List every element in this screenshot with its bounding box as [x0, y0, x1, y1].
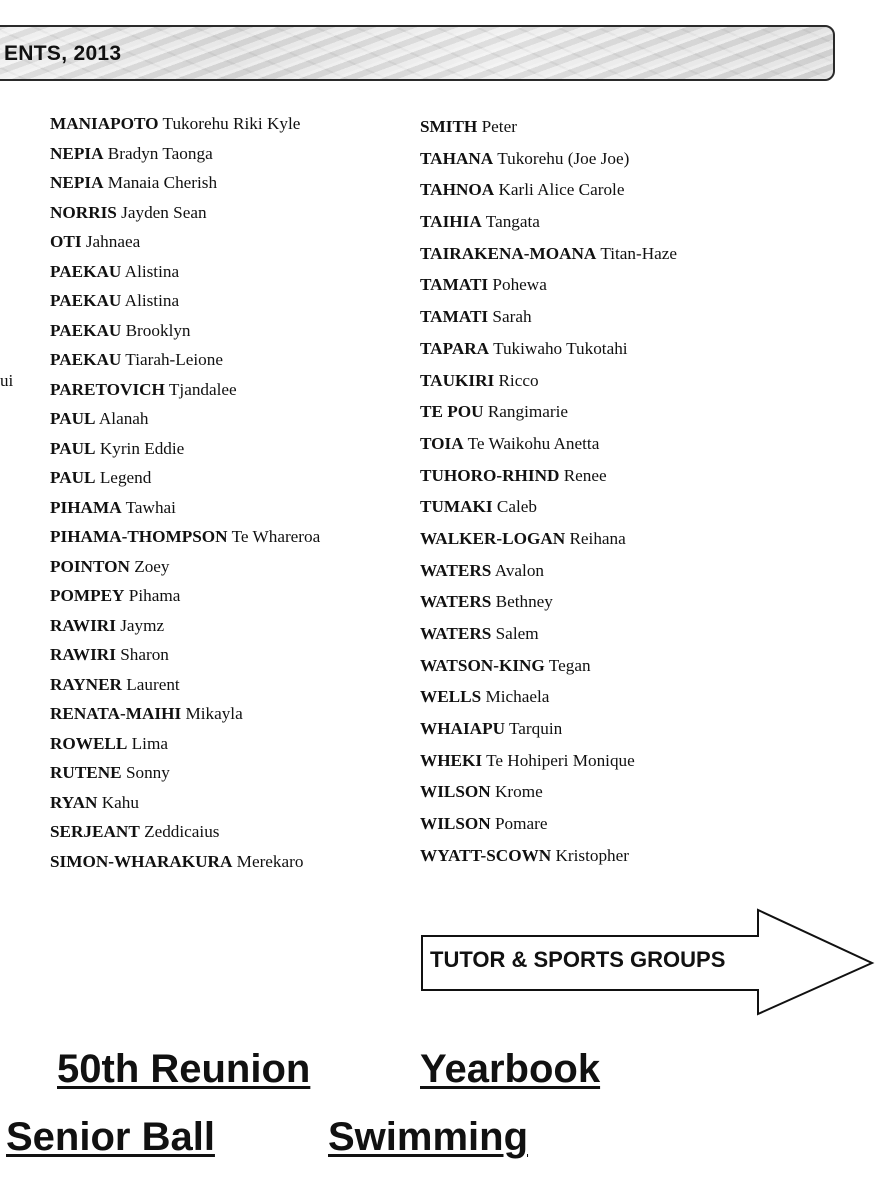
- student-surname: TAMATI: [420, 307, 489, 327]
- student-surname: WILSON: [420, 814, 491, 834]
- student-surname: RENATA-MAIHI: [50, 704, 182, 723]
- student-name-entry: [420, 206, 677, 238]
- student-given-names: Tegan: [548, 655, 591, 675]
- student-surname: TUMAKI: [420, 497, 493, 517]
- student-given-names: Tukorehu Riki Kyle: [162, 114, 301, 133]
- student-given-names: Salem: [495, 624, 539, 643]
- student-given-names: Jayden Sean: [121, 202, 207, 222]
- student-surname: RAYNER: [50, 674, 122, 694]
- student-surname: TAHNOA: [420, 180, 495, 200]
- student-surname: WYATT-SCOWN: [420, 845, 552, 865]
- student-surname: PARETOVICH: [50, 379, 165, 399]
- student-name-entry: [420, 650, 677, 682]
- student-given-names: Laurent: [126, 674, 180, 694]
- student-name-entry: [420, 460, 677, 492]
- student-given-names: Renee: [563, 465, 607, 485]
- student-name-entry: [50, 493, 320, 523]
- student-name-entry: [50, 139, 320, 169]
- student-surname: TE POU: [420, 402, 484, 422]
- student-given-names: Reihana: [569, 528, 626, 548]
- student-name-entry: [420, 365, 677, 397]
- student-given-names: Sharon: [120, 645, 169, 664]
- student-surname: NEPIA: [50, 173, 104, 192]
- student-given-names: Pohewa: [492, 275, 547, 295]
- student-name-entry: [420, 840, 677, 872]
- student-name-entry: [420, 713, 677, 745]
- swimming-link[interactable]: Swimming: [328, 1115, 529, 1159]
- student-name-entry: [420, 396, 677, 428]
- student-given-names: Kristopher: [555, 845, 629, 865]
- student-name-entry: [50, 434, 320, 464]
- student-given-names: Tangata: [485, 212, 540, 232]
- student-surname: RAWIRI: [50, 615, 116, 635]
- student-given-names: Manaia Cherish: [107, 173, 218, 192]
- student-name-entry: [50, 611, 320, 641]
- student-given-names: Te Hohiperi Monique: [486, 750, 635, 770]
- student-name-entry: [50, 404, 320, 434]
- student-name-entry: [50, 463, 320, 493]
- student-surname: PIHAMA: [50, 497, 122, 517]
- student-given-names: Sarah: [492, 307, 532, 327]
- student-surname: PAEKAU: [50, 350, 122, 369]
- student-surname: PAUL: [50, 438, 96, 458]
- student-name-entry: [420, 301, 677, 333]
- student-surname: PAEKAU: [50, 261, 122, 281]
- student-given-names: Pomare: [494, 814, 548, 834]
- student-name-entry: [50, 758, 320, 788]
- 50th-reunion-link[interactable]: 50th Reunion: [57, 1047, 311, 1091]
- tutor-sports-groups-label[interactable]: TUTOR & SPORTS GROUPS: [430, 947, 726, 972]
- student-surname: SMITH: [420, 117, 478, 136]
- student-surname: NORRIS: [50, 202, 117, 222]
- student-surname: WATSON-KING: [420, 655, 545, 675]
- student-name-entry: [50, 375, 320, 405]
- student-given-names: Sonny: [125, 763, 170, 782]
- student-surname: TAPARA: [420, 338, 490, 358]
- student-given-names: Tukiwaho Tukotahi: [493, 338, 628, 358]
- student-surname: WILSON: [420, 782, 491, 802]
- student-name-entry: [420, 681, 677, 713]
- student-name-entry: [50, 198, 320, 228]
- student-surname: WATERS: [420, 592, 492, 612]
- student-name-entry: [50, 581, 320, 611]
- student-surname: TAUKIRI: [420, 370, 495, 390]
- student-given-names: Alistina: [124, 261, 180, 281]
- student-surname: POINTON: [50, 556, 130, 576]
- student-given-names: Tawhai: [125, 497, 176, 517]
- student-surname: TUHORO-RHIND: [420, 465, 560, 485]
- student-name-entry: [50, 168, 320, 198]
- student-name-entry: [50, 788, 320, 818]
- student-given-names: Michaela: [485, 687, 550, 707]
- student-surname: WATERS: [420, 560, 492, 580]
- student-name-entry: [50, 729, 320, 759]
- student-surname: SERJEANT: [50, 822, 140, 841]
- student-surname: OTI: [50, 232, 82, 251]
- student-list-left: [50, 109, 320, 876]
- student-given-names: Tarquin: [508, 719, 563, 739]
- student-surname: PAUL: [50, 468, 96, 487]
- student-surname: WELLS: [420, 687, 482, 707]
- student-surname: ROWELL: [50, 733, 128, 753]
- student-name-entry: [50, 522, 320, 552]
- student-given-names: Alistina: [124, 291, 180, 310]
- student-surname: TAIRAKENA-MOANA: [420, 243, 597, 263]
- student-given-names: Jahnaea: [85, 232, 141, 251]
- student-name-entry: [420, 238, 677, 270]
- student-name-entry: [50, 286, 320, 316]
- student-name-entry: [420, 174, 677, 206]
- student-name-entry: [420, 111, 677, 143]
- student-surname: TAMATI: [420, 275, 489, 295]
- senior-ball-link[interactable]: Senior Ball: [6, 1115, 215, 1159]
- student-surname: WHAIAPU: [420, 719, 505, 739]
- banner-title: ENTS, 2013: [4, 42, 122, 65]
- student-name-entry: [420, 523, 677, 555]
- student-name-entry: [420, 269, 677, 301]
- student-surname: RYAN: [50, 792, 98, 812]
- student-surname: PAEKAU: [50, 320, 122, 340]
- student-name-entry: [50, 640, 320, 670]
- student-name-entry: [50, 817, 320, 847]
- student-name-entry: [420, 491, 677, 523]
- student-name-entry: [50, 552, 320, 582]
- student-surname: TAIHIA: [420, 212, 482, 232]
- student-given-names: Mikayla: [185, 704, 243, 723]
- student-surname: WALKER-LOGAN: [420, 528, 566, 548]
- student-name-entry: [50, 345, 320, 375]
- student-surname: TAHANA: [420, 148, 494, 168]
- student-name-entry: [420, 808, 677, 840]
- student-name-entry: [420, 143, 677, 175]
- student-name-entry: [420, 776, 677, 808]
- student-given-names: Avalon: [494, 560, 545, 580]
- student-surname: MANIAPOTO: [50, 114, 159, 133]
- student-name-entry: [420, 618, 677, 650]
- student-name-entry: [420, 428, 677, 460]
- student-surname: PIHAMA-THOMPSON: [50, 527, 228, 546]
- student-given-names: Tukorehu (Joe Joe): [497, 148, 630, 168]
- student-name-entry: [50, 699, 320, 729]
- student-list-right: [420, 111, 677, 872]
- student-name-entry: [420, 333, 677, 365]
- student-name-entry: [50, 670, 320, 700]
- student-name-entry: [50, 316, 320, 346]
- student-surname: PAUL: [50, 409, 96, 428]
- student-given-names: Bradyn Taonga: [107, 143, 213, 163]
- student-given-names: Merekaro: [236, 851, 304, 871]
- student-surname: SIMON-WHARAKURA: [50, 851, 233, 871]
- student-given-names: Jaymz: [120, 615, 165, 635]
- student-given-names: Legend: [99, 468, 152, 487]
- student-given-names: Kyrin Eddie: [99, 438, 185, 458]
- student-surname: WATERS: [420, 624, 492, 643]
- student-given-names: Peter: [481, 117, 517, 136]
- section-banner: [0, 25, 835, 81]
- student-surname: RUTENE: [50, 763, 122, 782]
- student-name-entry: [50, 109, 320, 139]
- student-given-names: Bethney: [495, 592, 553, 612]
- student-given-names: Te Waikohu Anetta: [467, 433, 600, 453]
- student-surname: RAWIRI: [50, 645, 116, 664]
- student-given-names: Krome: [494, 782, 543, 802]
- student-surname: POMPEY: [50, 586, 125, 605]
- student-given-names: Zoey: [134, 556, 170, 576]
- student-given-names: Pihama: [128, 586, 181, 605]
- student-given-names: Tiarah-Leione: [125, 350, 223, 369]
- student-name-entry: [420, 555, 677, 587]
- student-surname: PAEKAU: [50, 291, 122, 310]
- student-surname: WHEKI: [420, 750, 483, 770]
- student-name-entry: [420, 745, 677, 777]
- student-name-entry: [420, 586, 677, 618]
- student-surname: TOIA: [420, 433, 464, 453]
- student-given-names: Ricco: [498, 370, 539, 390]
- clipped-text-fragment: ui: [0, 371, 14, 390]
- student-given-names: Tjandalee: [168, 379, 237, 399]
- student-name-entry: [50, 227, 320, 257]
- student-given-names: Lima: [131, 733, 168, 753]
- student-given-names: Titan-Haze: [600, 243, 678, 263]
- student-given-names: Karli Alice Carole: [498, 180, 625, 200]
- student-given-names: Alanah: [98, 409, 149, 428]
- student-given-names: Kahu: [101, 792, 139, 812]
- yearbook-link[interactable]: Yearbook: [420, 1047, 601, 1091]
- student-given-names: Te Whareroa: [231, 527, 321, 546]
- student-given-names: Zeddicaius: [144, 822, 220, 841]
- student-given-names: Brooklyn: [125, 320, 191, 340]
- student-given-names: Rangimarie: [487, 402, 568, 422]
- student-given-names: Caleb: [496, 497, 537, 517]
- student-surname: NEPIA: [50, 143, 104, 163]
- student-name-entry: [50, 847, 320, 877]
- student-name-entry: [50, 257, 320, 287]
